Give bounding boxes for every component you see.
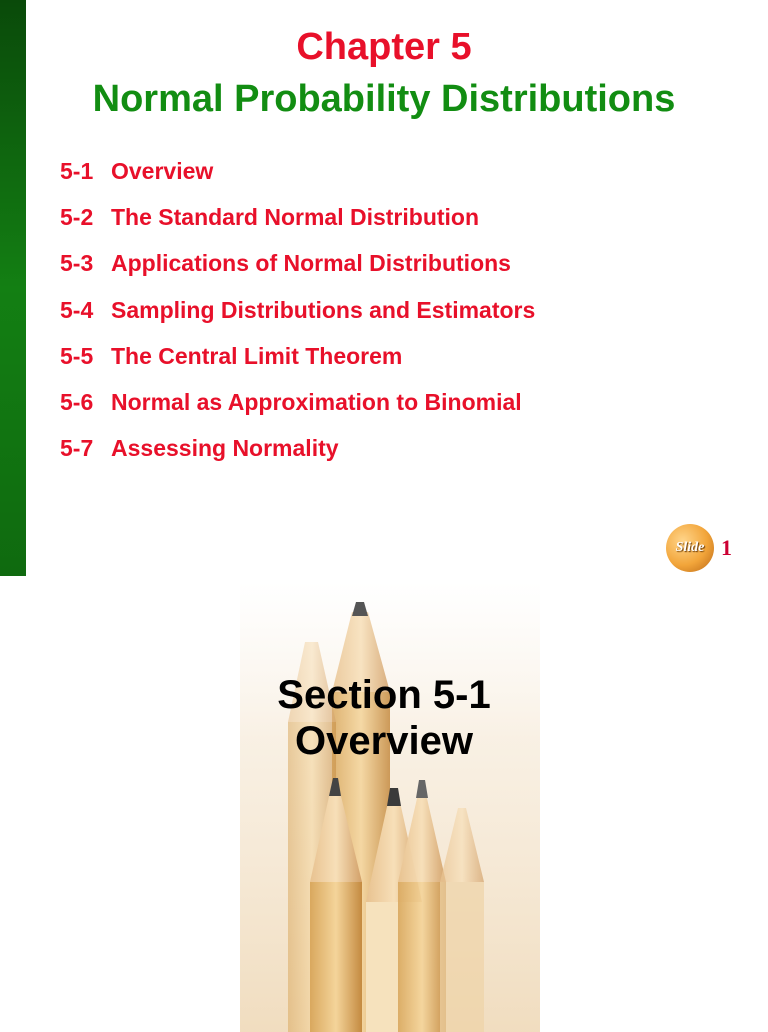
- toc-item: [60, 343, 535, 389]
- toc-item-label: Applications of Normal Distributions: [111, 250, 511, 277]
- toc-item-number: 5-7: [60, 435, 94, 462]
- table-of-contents: [60, 158, 535, 481]
- toc-item-number: 5-3: [60, 250, 94, 277]
- section-number: Section 5-1: [277, 673, 491, 717]
- toc-item-number: 5-2: [60, 204, 94, 231]
- chapter-title: Chapter 5: [296, 26, 472, 68]
- slide-number: 1: [721, 535, 732, 560]
- pencils-image: [240, 582, 540, 1032]
- toc-item-label: The Standard Normal Distribution: [111, 204, 480, 231]
- chapter-subtitle: Normal Probability Distributions: [92, 78, 676, 120]
- toc-item: [60, 389, 535, 435]
- toc-item: [60, 250, 535, 296]
- toc-item: [60, 435, 535, 481]
- toc-item: [60, 204, 535, 250]
- toc-item-label: The Central Limit Theorem: [111, 342, 403, 369]
- toc-item: [60, 297, 535, 343]
- toc-item-label: Assessing Normality: [111, 435, 339, 462]
- toc-item-number: 5-5: [60, 342, 94, 369]
- toc-item-number: 5-1: [60, 158, 94, 184]
- toc-item-number: 5-4: [60, 296, 94, 323]
- toc-item-label: Sampling Distributions and Estimators: [111, 296, 536, 323]
- slide-2: [0, 512, 768, 1024]
- section-title: [0, 672, 768, 764]
- toc-item-label: Normal as Approximation to Binomial: [111, 388, 522, 415]
- toc-item: [60, 158, 535, 204]
- toc-item-label: Overview: [111, 158, 214, 184]
- toc-item-number: 5-6: [60, 388, 94, 415]
- slide-badge-label: Slide: [675, 540, 705, 555]
- section-heading: Overview: [295, 719, 473, 763]
